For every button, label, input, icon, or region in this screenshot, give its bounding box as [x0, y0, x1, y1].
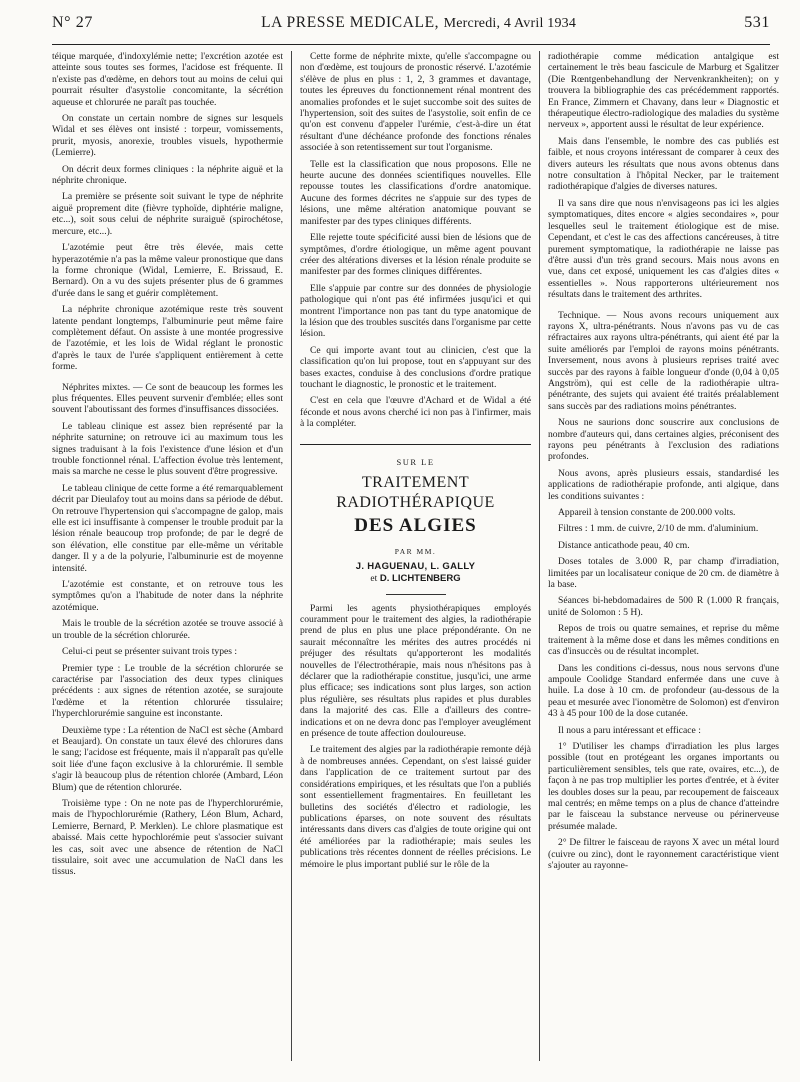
paragraph: Le tableau clinique de cette forme a été remarquablement décrit par Dieulafoy tout au moins dans sa période de début. On retrouve l'hypertension qui s'accompagne de galop, mais elle est ici insuffisante à compenser le trouble produit par la lésion rénale beaucoup trop profonde; de par le degré de son élévation, elle constitue par elle-même un véritable danger. Il y a de la polyurie, l'albuminurie est de moyenne intensité. — [52, 482, 283, 574]
paragraph: On constate un certain nombre de signes sur lesquels Widal et ses élèves ont insisté : torpeur, vomissements, prurit, myosis, anorexie, troubles visuels, hypothermie (Lemierre). — [52, 113, 283, 159]
paragraph: C'est en cela que l'œuvre d'Achard et de Widal a été féconde et nous avons cherché ici non pas à l'infirmer, mais à la compléter. — [300, 395, 531, 430]
authors-et: et — [370, 573, 378, 584]
paragraph: Mais dans l'ensemble, le nombre des cas publiés est faible, et nous croyons intéressant de comparer à ceux des divers auteurs les résultats que nous avons obtenus dans notre consultation à l'hôpital Necker, par le traitement radiothérapique d'algies de diverses natures. — [548, 135, 779, 193]
paragraph: Il va sans dire que nous n'envisageons pas ici les algies symptomatiques, dites encore « algies secondaires », pour lesquelles seul le traitement étiologique est de mise. Cependant, et c'est le cas des affections cancéreuses, à titre purement symptomatique, la radiothérapie ne laisse pas d'être aussi d'un très grand secours. Mais nous avons en vue, dans cet exposé, uniquement les cas d'algies dites « essentielles ». Nous rapporterons ultérieurement nos résultats dans le traitement des arthrites. — [548, 197, 779, 301]
paragraph: Cette forme de néphrite mixte, qu'elle s'accompagne ou non d'œdème, est toujours de pronostic réservé. L'azotémie s'élève de plus en plus : 1, 2, 3 grammes et davantage, toutes les épreuves du fonctionnement rénal montrent des anomalies profondes et le sujet succombe soit des suites de l'hypertension, soit des suites de l'asystolie, soit enfin de ce qu'on est convenu d'appeler l'urémie, c'est-à-dire un état résultant d'une déchéance profonde des fonctions rénales associée à son retentissement sur tout l'organisme. — [300, 51, 531, 154]
column-rule — [291, 51, 292, 1061]
paragraph: Nous avons, après plusieurs essais, standardisé les applications de radiothérapie profonde, anti algique, dans les conditions suivantes : — [548, 467, 779, 502]
heading-bar — [386, 594, 446, 595]
paragraph: Dans les conditions ci-dessus, nous nous servons d'une ampoule Coolidge Standard enfermée dans une cuve à huile. La dose à 10 cm. de profondeur (au-dessous de la peau et mesurée avec l'ionomètre de Solomon) est d'environ 43 à 45 pour 100 de la dose cutanée. — [548, 662, 779, 720]
paragraph: Filtres : 1 mm. de cuivre, 2/10 de mm. d'aluminium. — [558, 523, 759, 535]
paragraph: Doses totales de 3.000 R, par champ d'irradiation, limitées par un localisateur conique de 20 cm. de diamètre à la base. — [548, 556, 779, 591]
article-kicker: SUR LE — [396, 456, 435, 467]
paragraph: Elle s'appuie par contre sur des données de physiologie pathologique qui n'ont pas été infirmées jusqu'ici et qui montrent l'importance non pas tant du type anatomique de la lésion que des troubles suscités dans l'organisme par cette lésion. — [300, 282, 531, 340]
paragraph: téique marquée, d'indoxylémie nette; l'excrétion azotée est atteinte sous toutes ses formes, l'acidose est fréquente. Il n'existe pas d'œdème, en dehors tout au moins de celui qui pourrait résulter d'asystolie concomitante, la sécrétion aqueuse et chlorurée ne paraît pas touchée. — [52, 51, 283, 108]
article-title-line-1: TRAITEMENT RADIOTHÉRAPIQUE — [336, 473, 495, 511]
column-1 — [52, 51, 283, 1061]
paragraph: Appareil à tension constante de 200.000 volts. — [558, 507, 736, 519]
paragraph: radiothérapie comme médication antalgique est certainement le très beau fascicule de Marburg et Sgalitzer (Die Rœntgenbehandlung der Nervenkrankheiten); on y trouvera la bibliographie des cas précédemment rapportés. En France, Zimmern et Chavany, dans leur « Diagnostic et thérapeutique électro-radiologique des maladies du système nerveux », apportent aussi le résultat de leur expérience. — [548, 51, 779, 131]
paragraph: Telle est la classification que nous proposons. Elle ne heurte aucune des données scientifiques nouvelles. Elle repousse toutes les classifications d'ordre anatomique. Aucune des formes décrites ne s'appuie sur des types de lésions, une même altération anatomique pouvant se manifester par des types cliniques différents. — [300, 158, 531, 227]
paragraph: Le tableau clinique est assez bien représenté par la néphrite saturnine; on retrouve ici au maximum tous les signes traduisant à la fois l'existence d'une lésion et d'un trouble fonctionnel rénal. L'affection évolue très lentement, mais sa marche ne cesse le plus souvent d'être progressive. — [52, 420, 283, 478]
article-heading — [300, 444, 531, 603]
journal-title: LA PRESSE MEDICALE, — [261, 14, 440, 31]
authors-name-3: D. LICHTENBERG — [379, 572, 461, 584]
column-2-bottom — [300, 603, 531, 870]
issue-date: Mercredi, 4 Avril 1934 — [443, 16, 577, 31]
paragraph: 2° De filtrer le faisceau de rayons X avec un métal lourd (cuivre ou zinc), dont le rayonnement caractéristique vient s'ajouter au rayonne- — [548, 837, 779, 871]
paragraph: Celui-ci peut se présenter suivant trois types : — [62, 646, 238, 658]
byline-par: PAR MM. — [394, 546, 437, 556]
paragraph: Elle rejette toute spécificité aussi bien de lésions que de symptômes, d'ordre étiologique, un même agent pouvant créer des altérations diverses et la lésion rénale produite se manifester par des formes cliniques différentes. — [300, 232, 531, 278]
paragraph: La première se présente soit suivant le type de néphrite aiguë proprement dite (fièvre typhoïde, diphtérie maligne, etc...), soit sous celui de néphrite suraiguë (spirochétose, mercure, etc...). — [52, 191, 283, 237]
page-number: 531 — [744, 14, 770, 31]
paragraph: Parmi les agents physiothérapiques employés couramment pour le traitement des algies, la radiothérapie prend de plus en plus une place prépondérante. On ne saurait méconnaître les mérites des autres procédés ni préjuger des résultats qu'apporteront les modalités nouvelles de l'électrothérapie, mais nous n'hésitons pas à déclarer que la radiothérapie constitue, jusqu'ici, une arme plus efficace; ses indications sont plus larges, son action plus régulière, ses résultats plus rapides et plus durables dans la majorité des cas. Elle a d'ailleurs des contre-indications et on ne devra donc pas l'employer aveuglément en présence de toute affection douloureuse. — [300, 602, 531, 740]
paragraph: L'azotémie peut être très élevée, mais cette hyperazotémie n'a pas la même valeur pronostique que dans la forme chronique (Widal, Lemierre, E. Brissaud, E. Bernard). On a vu des sujets présenter plus de 6 grammes d'urée dans le sang et guérir complètement. — [52, 242, 283, 299]
column-3 — [548, 51, 779, 1061]
paragraph: Deuxième type : La rétention de NaCl est sèche (Ambard et Beaujard). On constate un taux élevé des chlorures dans le sang; l'acidose est fréquente, mais il n'apparaît pas qu'elle soit liée d'une façon exclusive à la chlorurémie. Il semble s'agir là beaucoup plus de rétention chlorée (Ambard, Léon Blum) que de rétention chlorurée. — [52, 724, 283, 793]
paragraph: Il nous a paru intéressant et efficace : — [558, 724, 701, 736]
running-head — [52, 14, 770, 45]
paragraph: 1° D'utiliser les champs d'irradiation les plus larges possible (tout en protégeant les organes importants ou particulièrement sensibles, tels que rate, ovaires, etc...), de façon à ne pas trop multiplier les portes d'entrée, et à éviter les doubles doses sur la peau, par recoupement de faisceaux mal centrés; en même temps on a plus de chance d'atteindre par le faisceau la substance nerveuse ou périnerveuse présumée malade. — [548, 740, 779, 832]
paragraph: On décrit deux formes cliniques : la néphrite aiguë et la néphrite chronique. — [52, 163, 283, 187]
paragraph: La néphrite chronique azotémique reste très souvent latente pendant longtemps, l'albuminurie peut même faire complètement défaut. On assiste à une montée progressive de l'azotémie, et les lois de Widal réglant le pronostic d'après le taux de l'urée s'appliquent entièrement à cette forme. — [52, 304, 283, 373]
paragraph: Le traitement des algies par la radiothérapie remonte déjà à de nombreuses années. Cependant, on s'est laissé guider dans l'application de ce traitement surtout par des considérations empiriques, et les résultats que l'on a publiés sont essentiellement fragmentaires. En feuilletant les bulletins des sociétés d'électro et radiologie, les publications éparses, on note souvent des résultats intéressants dans divers cas d'algies de toute origine qui ont été améliorées par la radiothérapie; mais seules les publications très récentes donnent de réelles précisions. Le mémoire le plus important publié sur le rôle de la — [300, 744, 531, 870]
paragraph: Technique. — Nous avons recours uniquement aux rayons X, ultra-pénétrants. Nous n'avons pas vu de cas réfractaires aux rayons ultra-pénétrants, qui aient été par la suite améliorés par l'emploi de rayons moins pénétrants. Inversement, nous avons à plusieurs reprises traité avec succès par des rayons à faible longueur d'onde (0,04 à 0,05 Angström), qui est celle de la radiothérapie ultra-pénétrante, des sujets qui avaient été traités préalablement sans succès par des radiations moins pénétrantes. — [548, 309, 779, 412]
paragraph: Néphrites mixtes. — Ce sont de beaucoup les formes les plus fréquentes. Elles peuvent survenir d'emblée; elles sont souvent l'aboutissant des formes d'insuffisances dissociées. — [52, 381, 283, 416]
issue-number: N° 27 — [52, 14, 93, 31]
column-2-top — [300, 51, 531, 430]
paragraph: Ce qui importe avant tout au clinicien, c'est que la classification qu'on lui propose, tout en s'appuyant sur des bases exactes, conduise à des conclusions d'ordre pratique touchant le diagnostic, le pronostic et le traitement. — [300, 344, 531, 390]
paragraph: Distance anticathode peau, 40 cm. — [558, 539, 690, 551]
authors-line-2 — [300, 573, 531, 584]
columns — [52, 51, 779, 1061]
paragraph: Séances bi-hebdomadaires de 500 R (1.000 R français, unité de Solomon : 5 H). — [548, 595, 779, 618]
paragraph: Mais le trouble de la sécrétion azotée se trouve associé à un trouble de la sécrétion chlorurée. — [52, 618, 283, 641]
paragraph: Nous ne saurions donc souscrire aux conclusions de nombre d'auteurs qui, dans certaines algies, préconisent des rayons peu pénétrants à l'exclusion des radiations profondes. — [548, 417, 779, 463]
paragraph: Troisième type : On ne note pas de l'hyperchlorurémie, mais de l'hypochlorurémie (Rathery, Léon Blum, Achard, Lemierre, Bernard, P. Merklen). Le chlore plasmatique est abaissé. Mais cette hypochlorémie peut s'associer suivant les cas, soit avec une absence de rétention de NaCl tissulaire, soit avec une accumulation de NaCl dans les tissus. — [52, 797, 283, 878]
article-title-line-2: DES ALGIES — [354, 514, 477, 536]
paragraph: Premier type : Le trouble de la sécrétion chlorurée se caractérise par l'association des deux types cliniques précédents : aux signes de rétention azotée, se surajoute l'œdème et la rétention chlorurée tissulaire; l'hyperchlorurémie sanguine est inconstante. — [52, 662, 283, 720]
column-rule — [539, 51, 540, 1061]
masthead — [261, 14, 576, 32]
authors-line-1: J. HAGUENAU, L. GALLY — [355, 560, 476, 572]
paragraph: L'azotémie est constante, et on retrouve tous les symptômes qu'on a l'habitude de noter dans la néphrite azotémique. — [52, 579, 283, 613]
paragraph: Repos de trois ou quatre semaines, et reprise du même traitement à la même dose et dans les mêmes conditions en cas d'insuccès ou de résultat incomplet. — [548, 623, 779, 658]
column-2 — [300, 51, 531, 1061]
